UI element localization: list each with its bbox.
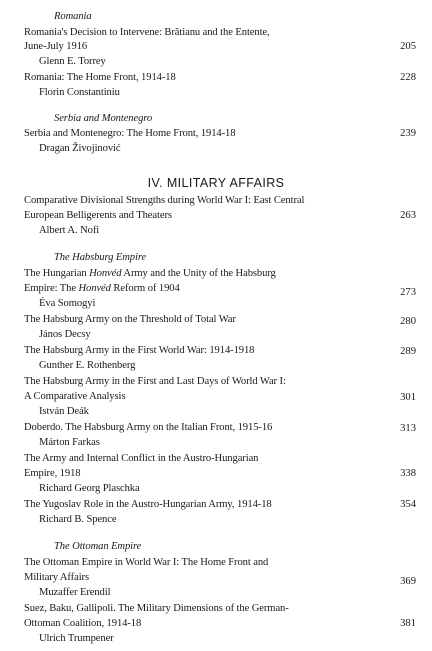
entry-author: Gunther E. Rothenberg [39, 360, 136, 371]
entry-page-number: 289 [400, 346, 416, 357]
section-heading-romania: Romania [54, 11, 92, 22]
entry-title-line: Suez, Baku, Gallipoli. The Military Dimensions of the German- [24, 603, 289, 614]
entry-author: Éva Somogyi [39, 298, 96, 309]
entry-author: Florin Constantiniu [39, 87, 120, 98]
entry-title-line: The Yugoslav Role in the Austro-Hungarian Army, 1914-18 [24, 499, 272, 510]
section-heading-habsburg: The Habsburg Empire [54, 252, 147, 263]
entry-title-line: The Army and Internal Conflict in the Austro-Hungarian [24, 453, 259, 464]
entry-title-line: The Habsburg Army on the Threshold of Total War [24, 314, 236, 325]
entry-title-line: The Hungarian Honvéd Army and the Unity of the Habsburg [24, 268, 276, 279]
entry-title-line: The Ottoman Empire in World War I: The Home Front and [24, 557, 269, 568]
entry-title-line: Ottoman Coalition, 1914-18 [24, 618, 142, 629]
entry-page-number: 354 [400, 499, 416, 510]
entry-author: Richard B. Spence [39, 514, 117, 525]
entry-author: Ulrich Trumpener [39, 633, 114, 644]
entry-title-line: Military Affairs [24, 572, 89, 583]
entry-title-line: European Belligerents and Theaters [24, 210, 172, 221]
entry-page-number: 280 [400, 316, 416, 327]
entry-author: Richard Georg Plaschka [39, 483, 140, 494]
part-title: IV. MILITARY AFFAIRS [147, 176, 285, 190]
entry-author: Márton Farkas [39, 437, 100, 448]
entry-author: Albert A. Nofi [39, 225, 100, 236]
entry-title-line: Romania's Decision to Intervene: Brătianu and the Entente, [24, 27, 270, 38]
entry-title-line: Doberdo. The Habsburg Army on the Italian Front, 1915-16 [24, 422, 273, 433]
entry-author: Dragan Živojinović [39, 143, 121, 154]
entry-page-number: 228 [400, 72, 416, 83]
entry-author: Glenn E. Torrey [39, 56, 106, 67]
entry-page-number: 301 [400, 392, 416, 403]
entry-title-line: Empire: The Honvéd Reform of 1904 [24, 283, 180, 294]
entry-title-line: Empire, 1918 [24, 468, 81, 479]
entry-title-line: The Habsburg Army in the First World War: 1914-1918 [24, 345, 255, 356]
entry-page-number: 263 [400, 210, 416, 221]
entry-author: Muzaffer Erendil [39, 587, 111, 598]
entry-page-number: 205 [400, 41, 416, 52]
section-heading-ottoman: The Ottoman Empire [54, 541, 142, 552]
entry-author: István Deák [39, 406, 89, 417]
entry-title-line: Serbia and Montenegro: The Home Front, 1914-18 [24, 128, 236, 139]
entry-title-line: Romania: The Home Front, 1914-18 [24, 72, 176, 83]
entry-page-number: 338 [400, 468, 416, 479]
entry-title-line: A Comparative Analysis [24, 391, 126, 402]
entry-page-number: 273 [400, 287, 416, 298]
section-heading-serbia: Serbia and Montenegro [54, 113, 153, 124]
entry-page-number: 381 [400, 618, 416, 629]
entry-title-line: Comparative Divisional Strengths during World War I: East Central [24, 195, 305, 206]
entry-page-number: 239 [400, 128, 416, 139]
entry-page-number: 369 [400, 576, 416, 587]
entry-page-number: 313 [400, 423, 416, 434]
entry-title-line: The Habsburg Army in the First and Last Days of World War I: [24, 376, 286, 387]
entry-title-line: June-July 1916 [24, 41, 88, 52]
entry-author: János Decsy [39, 329, 91, 340]
